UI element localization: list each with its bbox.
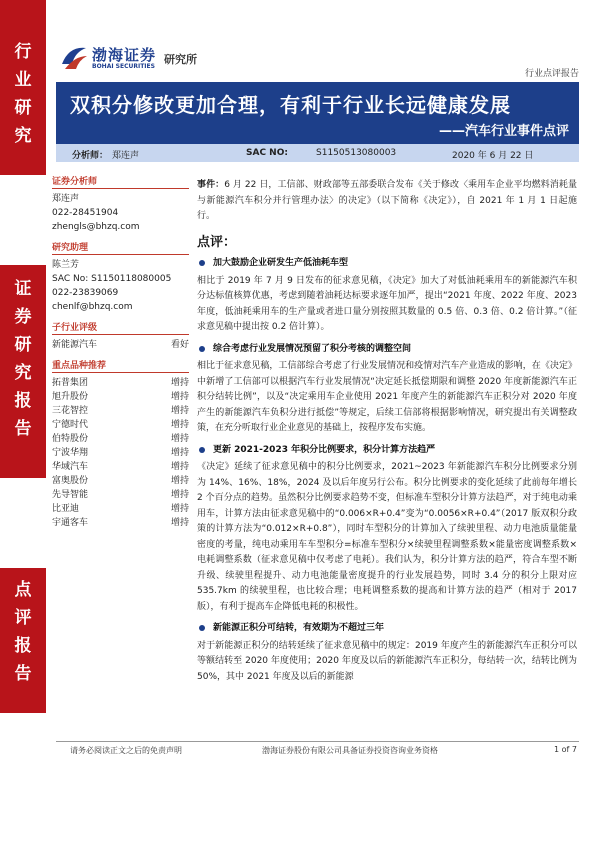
stock-name: 宁德时代 (52, 420, 89, 430)
stock-name: 宁波华翔 (52, 448, 89, 458)
side-tab-industry-research (0, 0, 46, 175)
section-paragraph: 相比于征求意见稿，工信部综合考虑了行业发展情况和疫情对汽车产业造成的影响，在《决定》中新增了工信部可以根据汽车行业发展情况“决定延长抵偿期限和调整 2020 年度新能源汽车正积分结转比例”，以及“决定乘用车企业使用 2021 年度产生的新能源汽车正积分对 2020 年度产生的新能源汽车负积分进行抵偿”等规定，后续工信部将根据影响情况，研究提出有关调整政策，在充分听取行业企业意见的基础上，按程序发布实施。 (197, 361, 577, 433)
analyst-section-title: 证券分析师 (52, 174, 189, 189)
title-banner (56, 82, 579, 146)
analyst-label: 分析师： (72, 151, 109, 161)
event-text: 6 月 22 日，工信部、财政部等五部委联合发布《关于修改〈乘用车企业平均燃料消耗量与新能源汽车积分并行管理办法〉的决定》（以下简称《决定》），自 2021 年 1 月 1 日起施行。 (197, 180, 577, 221)
report-type: 行业点评报告 (524, 69, 579, 79)
side-char: 报 (14, 636, 32, 656)
side-tab-comment-report (0, 568, 46, 713)
sac-number: S1150513080003 (316, 148, 397, 158)
department-label: 研究所 (164, 53, 197, 66)
rating-section-title: 子行业评级 (52, 320, 189, 335)
section-heading (197, 621, 577, 637)
meta-bar (56, 144, 579, 162)
left-sidebar (52, 168, 189, 530)
stock-name: 富奥股份 (52, 476, 89, 486)
stock-rating: 增持 (170, 518, 189, 528)
rating-value: 看好 (170, 340, 189, 350)
stock-row (52, 404, 189, 418)
footer-page-number: 1 of 7 (554, 745, 577, 754)
stock-rating: 增持 (170, 420, 189, 430)
stock-name: 三花智控 (52, 406, 89, 416)
section-heading-text: 更新 2021-2023 年积分比例要求，积分计算方法趋严 (213, 444, 436, 455)
section-paragraph: 相比于 2019 年 7 月 9 日发布的征求意见稿，《决定》加大了对低油耗乘用车的新能源汽车积分达标值核算优惠，考虑到随着油耗达标要求逐年加严，提出“2021 年度、2022 年度、2023 年度，低油耗乘用车的生产量或者进口量分别按照其数量的 0.5 倍、0.3 倍、0.2 倍计算。”（征求意见稿中提出按 0.2 倍计算）。 (197, 275, 577, 332)
side-tab-text (0, 568, 46, 688)
brand-name-en: BOHAI SECURITIES (92, 63, 155, 70)
stock-rating: 增持 (170, 392, 189, 402)
stock-rating: 增持 (170, 462, 189, 472)
stock-row (52, 390, 189, 404)
stock-row (52, 376, 189, 390)
stocks-section-title: 重点品种推荐 (52, 358, 189, 373)
footer-divider (56, 741, 579, 742)
analyst-phone: 022-28451904 (52, 208, 119, 218)
event-paragraph (197, 178, 577, 225)
assistant-sac: SAC No: S1150118080005 (52, 274, 172, 284)
side-char: 点 (14, 580, 32, 600)
assistant-phone: 022-23839069 (52, 288, 119, 298)
stock-name: 旭升股份 (52, 392, 89, 402)
analyst-email[interactable]: zhengls@bhzq.com (52, 222, 140, 232)
side-char: 行 (14, 42, 32, 62)
side-char: 告 (14, 664, 32, 684)
report-subtitle: ——汽车行业事件点评 (438, 124, 569, 139)
sac-label: SAC NO: (246, 148, 288, 158)
side-tab-text (0, 265, 46, 443)
bullet-icon (199, 625, 205, 631)
brand-name: 渤海证券 (92, 46, 157, 64)
section-heading-text: 新能源正积分可结转，有效期为不超过三年 (213, 623, 385, 633)
side-tab-text (0, 0, 46, 150)
section-heading (197, 342, 577, 358)
event-label: 事件： (197, 180, 225, 190)
side-char: 券 (14, 307, 32, 327)
section-heading (197, 256, 577, 272)
report-title: 双积分修改更加合理，有利于行业长远健康发展 (70, 93, 511, 117)
assistant-email[interactable]: chenlf@bhzq.com (52, 302, 133, 312)
side-char: 研 (14, 98, 32, 118)
side-tab-securities-report (0, 265, 46, 478)
comment-heading: 点评： (197, 234, 237, 250)
side-char: 究 (14, 126, 32, 146)
main-content (197, 178, 577, 685)
bullet-icon (199, 346, 205, 352)
stock-row (52, 516, 189, 530)
side-char: 究 (14, 363, 32, 383)
stock-row (52, 460, 189, 474)
stock-row (52, 502, 189, 516)
footer-disclaimer: 请务必阅读正文之后的免责声明 (70, 746, 182, 755)
section-heading-text: 加大鼓励企业研发生产低油耗车型 (213, 258, 349, 268)
stock-name: 比亚迪 (52, 504, 80, 514)
footer-company: 渤海证券股份有限公司具备证券投资咨询业务资格 (262, 746, 438, 755)
stock-row (52, 446, 189, 460)
stock-row (52, 432, 189, 446)
section-paragraph: 对于新能源正积分的结转延续了征求意见稿中的规定：2019 年度产生的新能源汽车正积分可以等额结转至 2020 年度使用；2020 年度及以后的新能源汽车正积分，每结转一次，结转比例为 50%，其中 2021 年度及以后的新能源 (197, 640, 577, 682)
section-heading-text: 综合考虑行业发展情况预留了积分考核的调整空间 (213, 343, 412, 354)
side-char: 证 (14, 279, 32, 299)
stock-name: 拓普集团 (52, 378, 89, 388)
stock-row (52, 418, 189, 432)
side-char: 研 (14, 335, 32, 355)
stock-rating: 增持 (170, 448, 189, 458)
stock-row (52, 488, 189, 502)
section-heading (197, 443, 577, 459)
stock-rating: 增持 (170, 476, 189, 486)
side-char: 业 (14, 70, 32, 90)
bullet-icon (199, 260, 205, 266)
stock-rating: 增持 (170, 434, 189, 444)
rating-sector: 新能源汽车 (52, 340, 98, 350)
stock-rating: 增持 (170, 490, 189, 500)
side-char: 报 (14, 391, 32, 411)
side-char: 评 (14, 608, 32, 628)
stock-rating: 增持 (170, 406, 189, 416)
stock-name: 华域汽车 (52, 462, 89, 472)
report-date: 2020 年 6 月 22 日 (452, 151, 534, 161)
analyst-name: 郑连声 (52, 194, 80, 204)
stock-rating: 增持 (170, 504, 189, 514)
assistant-name: 陈兰芳 (52, 260, 80, 270)
stock-name: 先导智能 (52, 490, 89, 500)
assistant-section-title: 研究助理 (52, 240, 189, 255)
bohai-logo-icon (59, 44, 89, 72)
stock-row (52, 474, 189, 488)
stock-name: 伯特股份 (52, 434, 89, 444)
stock-rating: 增持 (170, 378, 189, 388)
section-paragraph: 《决定》延续了征求意见稿中的积分比例要求，2021~2023 年新能源汽车积分比例要求分别为 14%、16%、18%，2024 及以后年度另行公布。积分比例要求的变化延续了此前每年增长 2 个百分点的趋势。虽然积分比例要求趋势不变，但标准车型积分计算方法趋严，对于纯电动乘用车，计算方法由征求意见稿中的“0.006×R+0.4”变为“0.0056×R+0.4”（2017 版双积分政策的计算方法为“0.012×R+0.8”），同时车型积分的计算加入了续驶里程、动力电池质量能量密度的考量，纯电动乘用车车型积分=标准车型积分×续驶里程调整系数×能量密度调整系数×电耗调整系数（征求意见稿中仅考虑了电耗）。我们认为，积分计算方法的趋严，符合车型不断升级、续驶里程提升、动力电池能量密度提升的行业发展趋势，同时 3.4 分的积分上限对应 535.7km 的续驶里程，也比较合理；电耗调整系数的提高和计算方法的趋严（相对于 2017 版），有利于提高车企降低电耗的积极性。 (197, 462, 577, 612)
side-char: 告 (14, 419, 32, 439)
bullet-icon (199, 447, 205, 453)
stock-name: 宇通客车 (52, 518, 89, 528)
rating-row (52, 338, 189, 352)
analyst-name: 郑连声 (112, 151, 140, 161)
